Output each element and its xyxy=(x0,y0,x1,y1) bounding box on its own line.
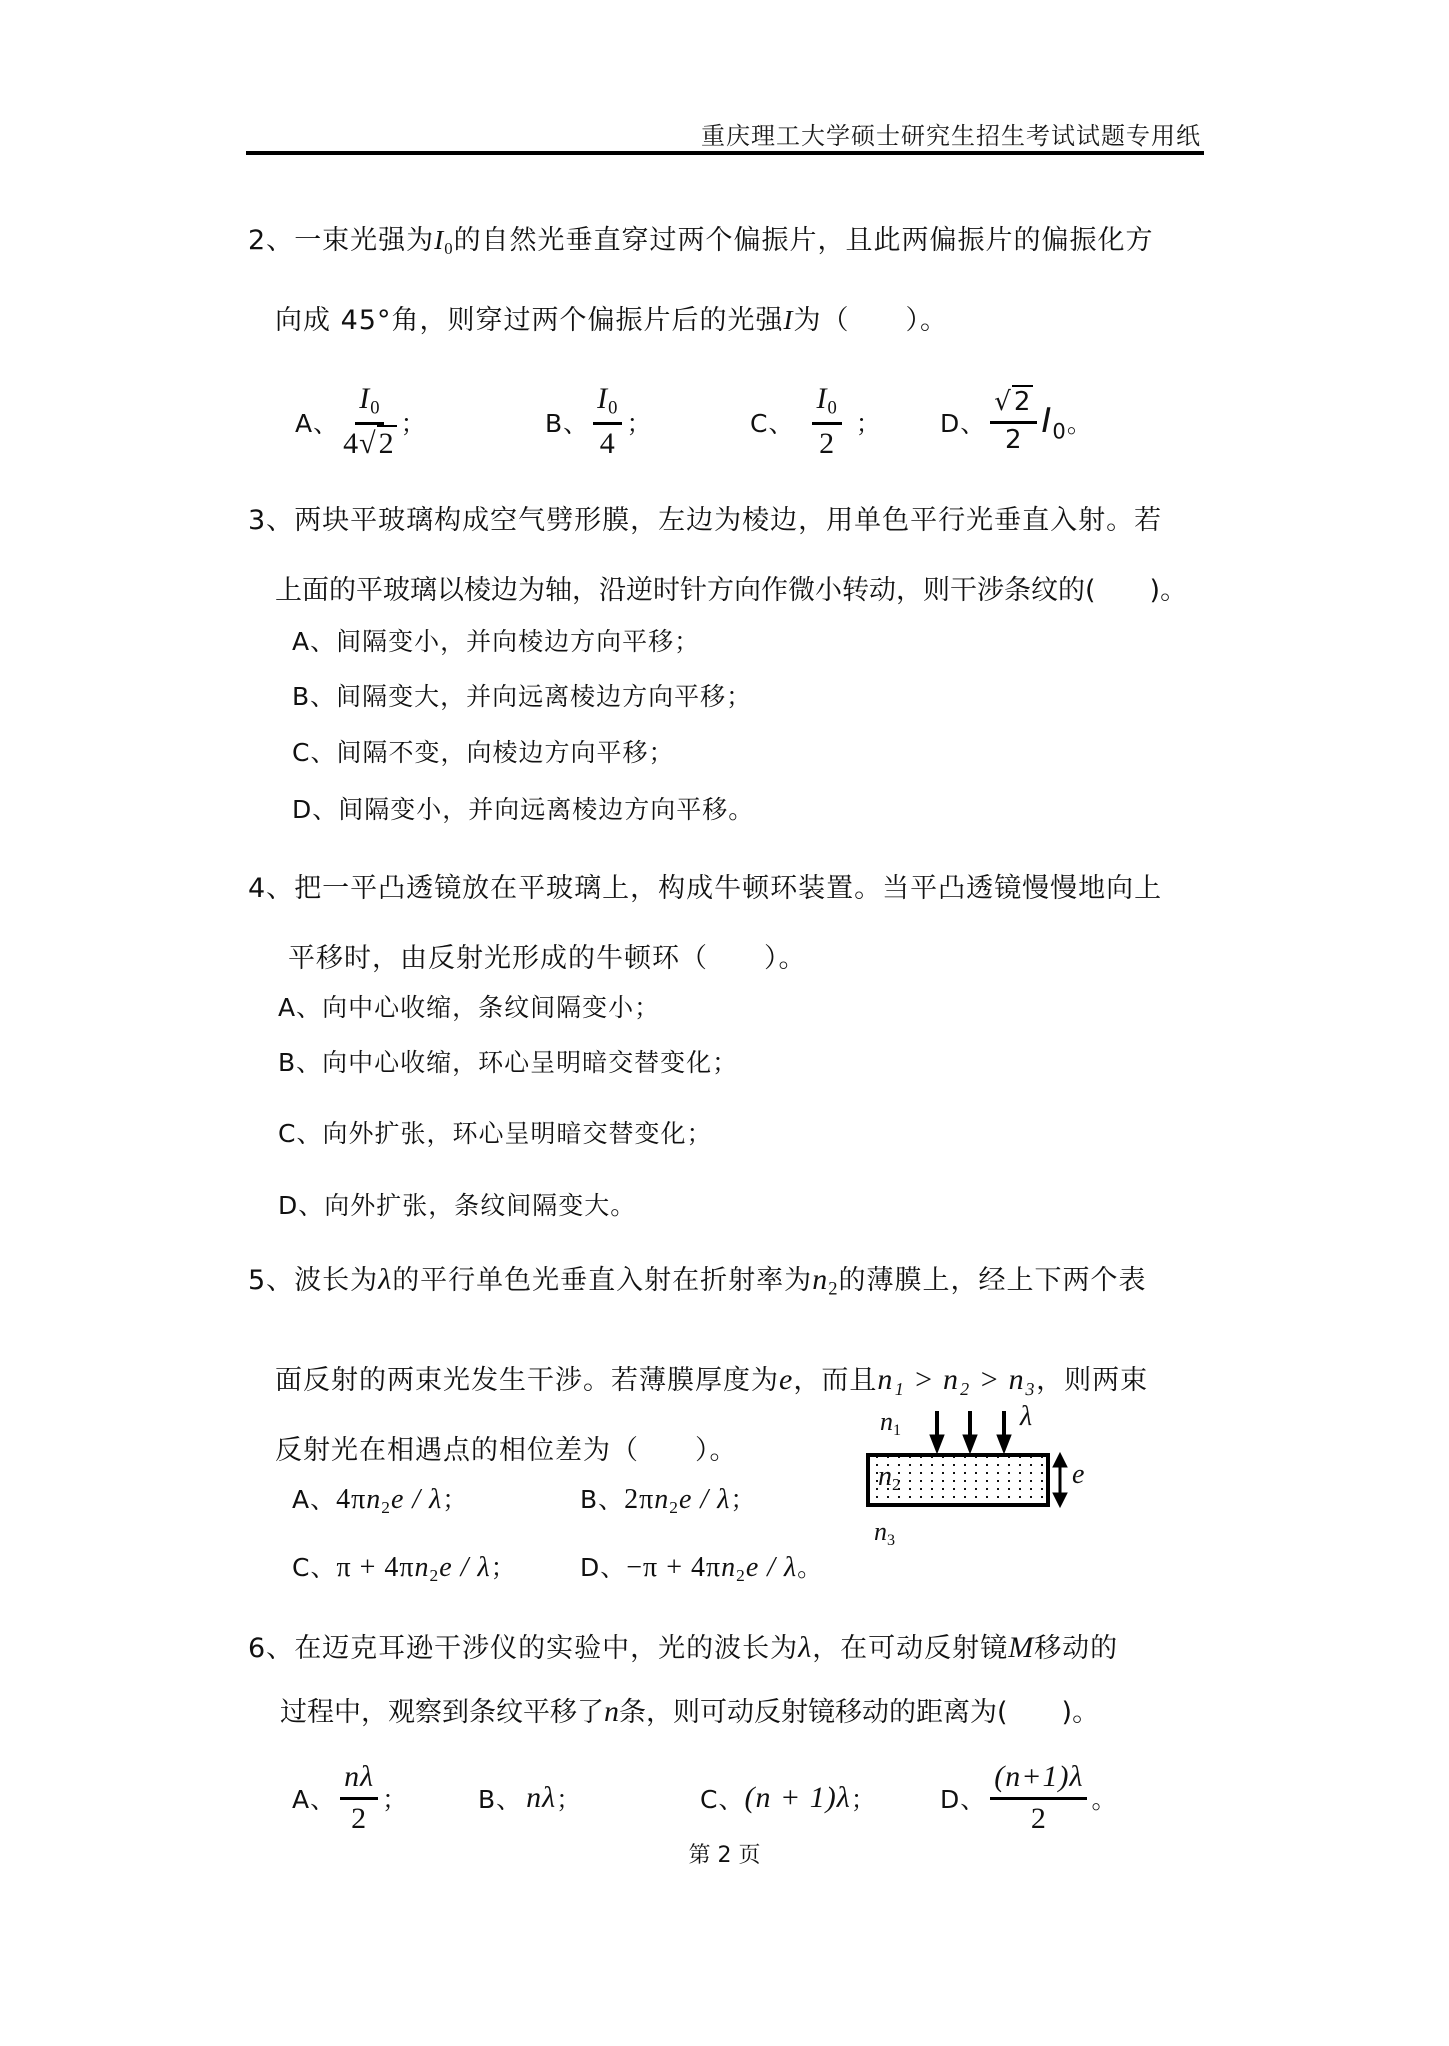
fraction: $\frac{n\lambda}{2}$ xyxy=(340,1760,378,1837)
question-5-option-c[interactable]: C、$\pi + 4\pi n_2e / \lambda$； xyxy=(292,1552,517,1586)
question-6-option-d[interactable]: D、 $\frac{(n+1)\lambda}{2}$ 。 xyxy=(940,1759,1118,1835)
question-4-option-c[interactable]: C、向外扩张，环心呈明暗交替变化； xyxy=(278,1119,713,1148)
lambda-label: λ xyxy=(1020,1401,1033,1432)
question-4-line-1: 4、把一平凸透镜放在平玻璃上，构成牛顿环装置。当平凸透镜慢慢地向上 xyxy=(248,873,1163,904)
question-6-line-2: 过程中，观察到条纹平移了n条，则可动反射镜移动的距离为( )。 xyxy=(280,1695,1100,1728)
question-3-option-c[interactable]: C、间隔不变，向棱边方向平移； xyxy=(292,738,675,767)
question-3-option-d[interactable]: D、间隔变小，并向远离棱边方向平移。 xyxy=(292,795,755,824)
question-2-line-2: 向成 45°角，则穿过两个偏振片后的光强I为（ ）。 xyxy=(275,305,948,336)
fraction: $\frac{I_0}{4}$ xyxy=(593,382,622,461)
question-6-option-b[interactable]: B、 nλ ； xyxy=(478,1781,583,1814)
question-4-option-b[interactable]: B、向中心收缩，环心呈明暗交替变化； xyxy=(278,1048,739,1077)
n1-label: $n_1$ xyxy=(880,1407,902,1439)
question-5-option-d[interactable]: D、$-\pi + 4\pi n_2e / \lambda$。 xyxy=(580,1552,824,1586)
page-number: 第 2 页 xyxy=(688,1843,761,1868)
question-5-line-2: 面反射的两束光发生干涉。若薄膜厚度为e，而且n₁ > n₂ > n₃，则两束 xyxy=(275,1363,1149,1396)
question-5-option-b[interactable]: B、$2\pi n_2e$ / λ； xyxy=(580,1484,757,1518)
question-5-option-a[interactable]: A、$4\pi n_2e$ / λ； xyxy=(292,1484,469,1518)
question-4-option-a[interactable]: A、向中心收缩，条纹间隔变小； xyxy=(278,993,661,1022)
thin-film-diagram xyxy=(860,1401,1120,1585)
thickness-label: e xyxy=(1072,1459,1085,1490)
question-2-option-b[interactable]: B、 $\frac{I_0}{4}$ ； xyxy=(545,382,653,461)
thickness-arrow xyxy=(1053,1453,1067,1507)
question-3-option-b[interactable]: B、间隔变大，并向远离棱边方向平移； xyxy=(292,682,753,711)
question-6-option-a[interactable]: A、 $\frac{n\lambda}{2}$ ； xyxy=(292,1759,409,1835)
question-4-line-2: 平移时，由反射光形成的牛顿环（ ）。 xyxy=(288,943,807,974)
question-3-line-2: 上面的平玻璃以棱边为轴，沿逆时针方向作微小转动，则干涉条纹的( )。 xyxy=(275,575,1188,606)
question-5-line-1: 5、波长为λ的平行单色光垂直入射在折射率为$n_2$的薄膜上，经上下两个表 xyxy=(248,1263,1147,1300)
question-2-line-1: 2、一束光强为$I_0$的自然光垂直穿过两个偏振片，且此两偏振片的偏振化方 xyxy=(248,225,1154,259)
intensity-symbol: $I_0$ xyxy=(434,225,454,259)
question-3-option-a[interactable]: A、间隔变小，并向棱边方向平移； xyxy=(292,627,701,656)
question-3-line-1: 3、两块平玻璃构成空气劈形膜，左边为棱边，用单色平行光垂直入射。若 xyxy=(248,505,1163,536)
question-5-line-3: 反射光在相遇点的相位差为（ ）。 xyxy=(275,1435,738,1466)
question-2-option-d[interactable]: D、 $\frac{√2}{2}$ $I_0$ 。 xyxy=(940,387,1093,455)
question-6-option-c[interactable]: C、 (n + 1)λ ； xyxy=(700,1781,877,1814)
question-2-option-c[interactable]: C、 $\frac{I_0}{2}$ ； xyxy=(750,382,882,461)
fraction: $\frac{(n+1)\lambda}{2}$ xyxy=(990,1760,1087,1837)
question-2-option-a[interactable]: A、 $\frac{I_0}{4√2}$ ； xyxy=(295,382,427,461)
fraction: $\frac{I_0}{2}$ xyxy=(812,382,841,461)
header-title: 重庆理工大学硕士研究生招生考试试题专用纸 xyxy=(701,122,1201,150)
n2-label: $n_2$ xyxy=(878,1461,901,1495)
incident-light-arrows xyxy=(930,1411,1011,1453)
question-6-line-1: 6、在迈克耳逊干涉仪的实验中，光的波长为λ，在可动反射镜M移动的 xyxy=(248,1631,1119,1664)
header-rule xyxy=(246,151,1204,155)
question-4-option-d[interactable]: D、向外扩张，条纹间隔变大。 xyxy=(278,1191,637,1220)
n3-label: $n_3$ xyxy=(874,1517,896,1549)
fraction: $\frac{√2}{2}$ xyxy=(990,388,1037,456)
fraction: $\frac{I_0}{4√2}$ xyxy=(343,382,395,461)
